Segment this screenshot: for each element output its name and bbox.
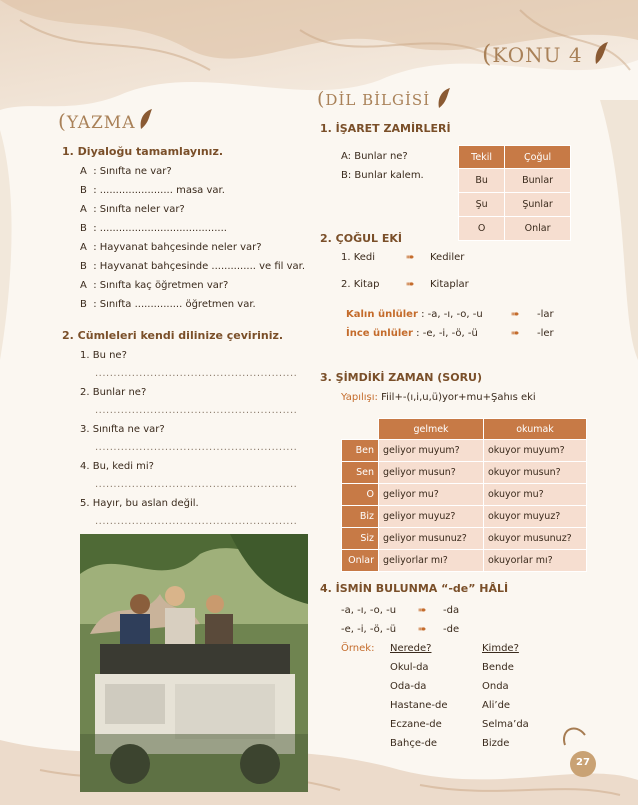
locative-rule: -a, -ı, -o, -u ➠ -da <box>341 605 460 616</box>
kalin-rule: Kalın ünlüler : -a, -ı, -o, -u ➠ -lar <box>346 309 554 320</box>
s3-heading: 3. ŞİMDİKİ ZAMAN (SORU) <box>320 371 483 384</box>
safari-jeep-photo <box>80 534 308 792</box>
example-label: Örnek: <box>341 643 375 654</box>
answer-dots[interactable]: ....................................................... <box>95 368 298 379</box>
conjugation-table <box>341 418 587 572</box>
table-header: Çoğul <box>505 146 571 169</box>
answer-dots[interactable]: ....................................................... <box>95 405 298 416</box>
plural-example: 2. Kitap ➠ Kitaplar <box>341 279 469 290</box>
table-cell: Onlar <box>505 217 571 241</box>
leaf-icon <box>592 40 610 66</box>
table-cell: geliyor muyuz? <box>379 506 484 528</box>
table-row <box>342 506 587 528</box>
table-cell: Biz <box>342 506 379 528</box>
table-cell: Şunlar <box>505 193 571 217</box>
arrow-right-icon: ➠ <box>406 279 415 290</box>
answer-dots[interactable]: ....................................................... <box>95 442 298 453</box>
table-row <box>342 440 587 462</box>
list-item: Oda-da <box>390 681 427 692</box>
leaf-icon <box>138 107 154 131</box>
table-row <box>342 528 587 550</box>
list-item: Hastane-de <box>390 700 448 711</box>
table-cell: O <box>459 217 505 241</box>
table-row <box>459 193 571 217</box>
table-cell: Siz <box>342 528 379 550</box>
dialogue-line: A : Hayvanat bahçesinde neler var? <box>80 242 262 253</box>
table-cell: geliyor mu? <box>379 484 484 506</box>
dialogue-line: B : ....................... masa var. <box>80 185 225 196</box>
col-heading-nerede: Nerede? <box>390 643 432 654</box>
dialogue-line: A : Sınıfta kaç öğretmen var? <box>80 280 229 291</box>
table-cell: geliyor musunuz? <box>379 528 484 550</box>
list-item: Bizde <box>482 738 510 749</box>
table-header: okumak <box>484 419 587 440</box>
table-cell: okuyor musun? <box>484 462 587 484</box>
table-row <box>342 462 587 484</box>
dialogue-line: A : Sınıfta neler var? <box>80 204 185 215</box>
table-header-empty <box>342 419 379 440</box>
translate-item: 2. Bunlar ne? <box>80 387 147 398</box>
s4-heading: 4. İSMİN BULUNMA “-de” HÂLİ <box>320 582 509 595</box>
translate-item: 1. Bu ne? <box>80 350 127 361</box>
s2-heading: 2. ÇOĞUL EKİ <box>320 232 403 245</box>
example-line: A: Bunlar ne? <box>341 151 408 162</box>
table-cell: geliyor musun? <box>379 462 484 484</box>
list-item: Bende <box>482 662 514 673</box>
table-cell: geliyorlar mı? <box>379 550 484 572</box>
arrow-right-icon: ➠ <box>418 624 427 635</box>
list-item: Eczane-de <box>390 719 442 730</box>
answer-dots[interactable]: ....................................................... <box>95 516 298 527</box>
table-header: gelmek <box>379 419 484 440</box>
s3-rule: Yapılışı: Fiil+-(ı,i,u,ü)yor+mu+Şahıs eki <box>341 392 536 403</box>
table-cell: Ben <box>342 440 379 462</box>
table-cell: Şu <box>459 193 505 217</box>
list-item: Bahçe-de <box>390 738 438 749</box>
translate-item: 3. Sınıfta ne var? <box>80 424 165 435</box>
leaf-icon <box>436 86 452 110</box>
list-item: Selma’da <box>482 719 529 730</box>
table-cell: Onlar <box>342 550 379 572</box>
translate-item: 4. Bu, kedi mi? <box>80 461 154 472</box>
arrow-right-icon: ➠ <box>406 252 415 263</box>
list-item: Ali’de <box>482 700 511 711</box>
section-title-dil-bilgisi: (DİL BİLGİSİ <box>317 88 431 110</box>
locative-rule: -e, -i, -ö, -ü ➠ -de <box>341 624 460 635</box>
page-number: 27 <box>576 757 590 768</box>
table-cell: okuyor muyuz? <box>484 506 587 528</box>
table-cell: Bunlar <box>505 169 571 193</box>
ince-rule: İnce ünlüler : -e, -i, -ö, -ü ➠ -ler <box>346 328 554 339</box>
dialogue-line: B : ........................................ <box>80 223 227 234</box>
col-heading-kimde: Kimde? <box>482 643 519 654</box>
dialogue-line: B : Hayvanat bahçesinde .............. ve fil var. <box>80 261 306 272</box>
list-item: Okul-da <box>390 662 429 673</box>
plural-example: 1. Kedi ➠ Kediler <box>341 252 465 263</box>
table-cell: okuyorlar mı? <box>484 550 587 572</box>
answer-dots[interactable]: ....................................................... <box>95 479 298 490</box>
arrow-right-icon: ➠ <box>511 328 520 339</box>
table-row <box>459 217 571 241</box>
list-item: Onda <box>482 681 509 692</box>
table-row <box>459 169 571 193</box>
dialogue-line: B : Sınıfta ............... öğretmen var. <box>80 299 256 310</box>
translate-item: 5. Hayır, bu aslan değil. <box>80 498 199 509</box>
table-cell: okuyor muyum? <box>484 440 587 462</box>
table-cell: geliyor muyum? <box>379 440 484 462</box>
dialogue-line: A : Sınıfta ne var? <box>80 166 172 177</box>
table-cell: Bu <box>459 169 505 193</box>
table-header: Tekil <box>459 146 505 169</box>
table-cell: O <box>342 484 379 506</box>
table-cell: okuyor mu? <box>484 484 587 506</box>
pronoun-table <box>458 145 571 241</box>
arrow-right-icon: ➠ <box>511 309 520 320</box>
table-cell: Sen <box>342 462 379 484</box>
table-row <box>342 550 587 572</box>
table-cell: okuyor musunuz? <box>484 528 587 550</box>
table-row <box>342 484 587 506</box>
q1-heading: 1. Diyaloğu tamamlayınız. <box>62 145 224 158</box>
section-title-yazma: (YAZMA <box>58 109 136 133</box>
unit-title: (KONU 4 <box>482 40 583 68</box>
s1-heading: 1. İŞARET ZAMİRLERİ <box>320 122 451 135</box>
q2-heading: 2. Cümleleri kendi dilinize çeviriniz. <box>62 329 284 342</box>
arrow-right-icon: ➠ <box>418 605 427 616</box>
example-line: B: Bunlar kalem. <box>341 170 424 181</box>
